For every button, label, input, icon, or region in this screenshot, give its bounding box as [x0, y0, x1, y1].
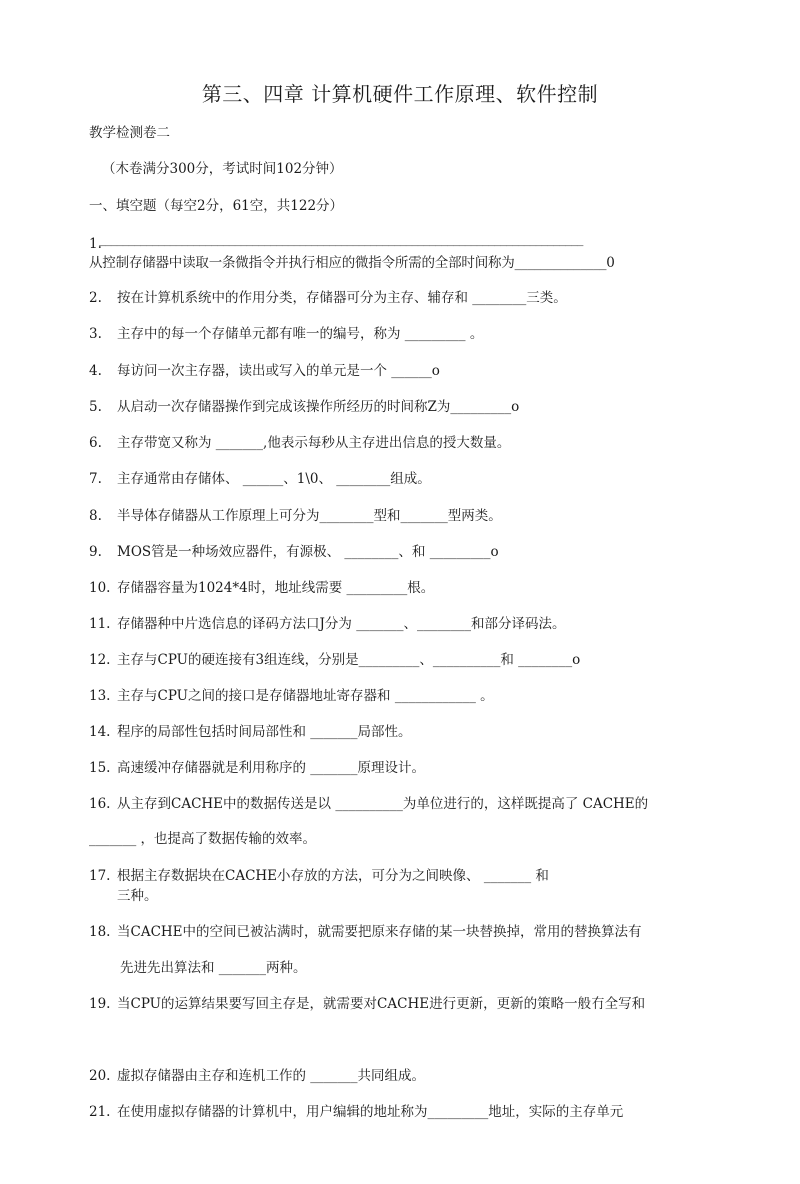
exam-info: （木卷满分300分，考试时间102分钟）: [102, 161, 343, 177]
question-6-number: 6.: [89, 435, 102, 451]
question-5-number: 5.: [89, 399, 102, 415]
question-15-text: 高速缓冲存储器就是利用称序的 _______原理设计。: [117, 760, 426, 776]
question-1-blank-line: __________________________________________________________________________________: [99, 232, 583, 247]
question-13-number: 13.: [89, 688, 111, 704]
question-16-text-line-2: _______ ，也提高了数据传输的效率。: [89, 831, 317, 847]
question-18-number: 18.: [89, 924, 111, 940]
question-18-text-line-2: 先进先出算法和 _______两种。: [120, 960, 307, 976]
question-13-text: 主存与CPU之间的接口是存储器地址寄存器和 ____________ 。: [117, 688, 494, 704]
question-12-number: 12.: [89, 652, 111, 668]
question-5-text: 从启动一次存储器操作到完成该操作所经历的时间称Z为_________o: [117, 399, 520, 415]
question-12-text: 主存与CPU的硬连接有3组连线，分别是_________、__________和 ________o: [117, 652, 581, 668]
question-10-text: 存储器容量为1024*4时，地址线需要 _________根。: [117, 580, 435, 596]
question-9-number: 9.: [89, 544, 102, 560]
page-title: 第三、四章 计算机硬件工作原理、软件控制: [201, 82, 599, 106]
question-15-number: 15.: [89, 760, 111, 776]
question-14-number: 14.: [89, 724, 111, 740]
question-21-text: 在使用虚拟存储器的计算机中，用户编辑的地址称为_________地址，实际的主存单元: [117, 1104, 624, 1120]
question-4-text: 每访问一次主存器，读出或写入的单元是一个 ______o: [117, 363, 440, 379]
question-10-number: 10.: [89, 580, 111, 596]
question-1-number: 1.: [89, 236, 102, 252]
question-8-number: 8.: [89, 508, 102, 524]
question-9-text: MOS管是一种场效应器件，有源极、 ________、和 _________o: [117, 544, 499, 560]
question-11-number: 11.: [89, 616, 111, 632]
question-17-number: 17.: [89, 868, 111, 884]
question-2-text: 按在计算机系统中的作用分类，存储器可分为主存、辅存和 ________三类。: [117, 290, 567, 306]
question-16-number: 16.: [89, 796, 111, 812]
question-2-number: 2.: [89, 290, 102, 306]
exam-subtitle: 教学检测卷二: [89, 125, 170, 141]
question-7-text: 主存通常由存储体、 ______、1\0、 ________组成。: [117, 471, 431, 487]
question-20-number: 20.: [89, 1068, 111, 1084]
question-4-number: 4.: [89, 363, 102, 379]
question-6-text: 主存带宽又称为 _______,他表示每秒从主存进出信息的授大数量。: [117, 435, 511, 451]
question-18-text-line-1: 当CACHE中的空间已被沾满时，就需要把原来存储的某一块替换掉，常用的替换算法有: [117, 924, 642, 940]
question-1-text: 从控制存储器中读取一条微指令并执行相应的微指令所需的全部时间称为______________0: [89, 255, 615, 271]
question-11-text: 存储器种中片选信息的译码方法口J分为 _______、________和部分译码法。: [117, 616, 566, 632]
question-19-text: 当CPU的运算结果要写回主存是，就需要对CACHE进行更新，更新的策略一般冇全写和: [117, 996, 646, 1012]
question-20-text: 虚拟存储器由主存和连机工作的 _______共同组成。: [117, 1068, 426, 1084]
question-21-number: 21.: [89, 1104, 111, 1120]
question-3-number: 3.: [89, 326, 102, 342]
question-14-text: 程序的局部性包括时间局部性和 _______局部性。: [117, 724, 412, 740]
question-17-text-line-1: 根据主存数据块在CACHE小存放的方法，可分为之间映像、 _______ 和: [117, 868, 549, 884]
question-19-number: 19.: [89, 996, 111, 1012]
question-17-text-line-2: 三种。: [117, 888, 158, 904]
section-heading: 一、填空题（每空2分，61空，共122分）: [89, 198, 344, 214]
question-3-text: 主存中的每一个存储单元都有唯一的编号，称为 _________ 。: [117, 326, 484, 342]
question-7-number: 7.: [89, 471, 102, 487]
question-8-text: 半导体存储器从工作原理上可分为________型和_______型两类。: [117, 508, 502, 524]
question-16-text-line-1: 从主存到CACHE中的数据传送是以 __________为单位进行的，这样既提高了 CACHE的: [117, 796, 649, 812]
